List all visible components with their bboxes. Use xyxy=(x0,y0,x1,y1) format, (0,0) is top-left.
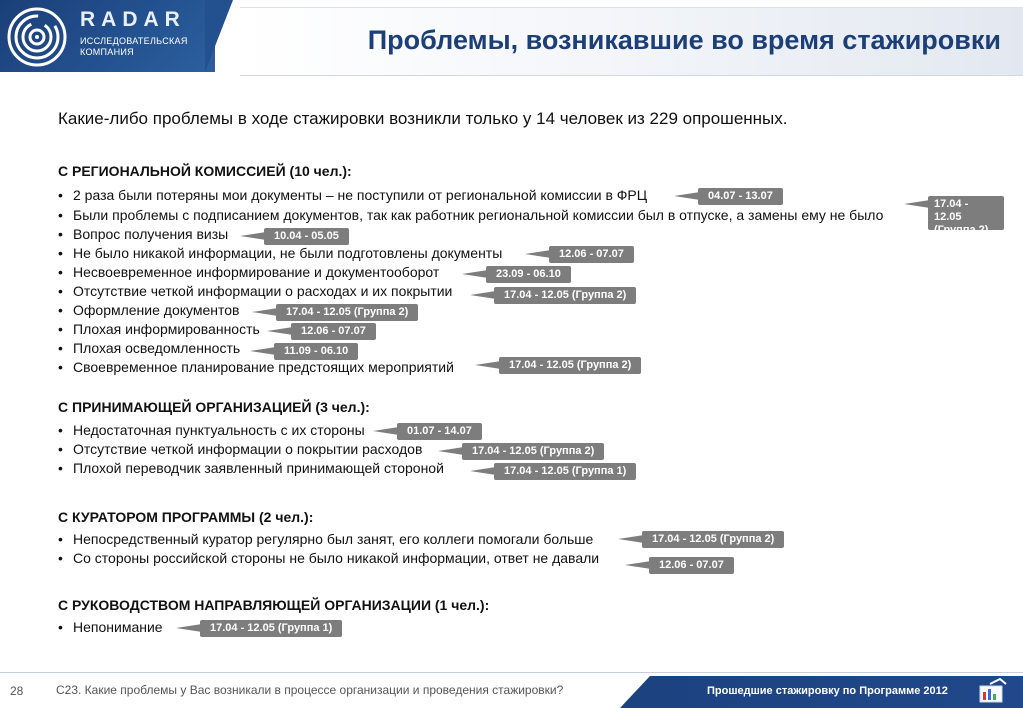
section-heading: С ПРИНИМАЮЩЕЙ ОРГАНИЗАЦИЕЙ (3 чел.): xyxy=(58,399,370,415)
item-text: Не было никакой информации, не были подготовлены документы xyxy=(73,245,503,261)
item-text: Со стороны российской стороны не было никакой информации, ответ не давали xyxy=(73,550,600,566)
footer-band-text: Прошедшие стажировку по Программе 2012 xyxy=(707,685,948,697)
period-tag: 17.04 - 12.05 (Группа 1) xyxy=(494,463,636,480)
page-title: Проблемы, возникавшие во время стажировки xyxy=(367,25,1001,55)
radar-logo-icon xyxy=(6,6,68,68)
item-text: Были проблемы с подписанием документов, так как работник региональной комиссии был в отпуске, а замены ему не было xyxy=(73,207,884,223)
bullet: • xyxy=(58,619,63,635)
section-heading: С РУКОВОДСТВОМ НАПРАВЛЯЮЩЕЙ ОРГАНИЗАЦИИ (1 чел.): xyxy=(58,597,490,613)
bullet: • xyxy=(58,264,63,280)
section-heading: С РЕГИОНАЛЬНОЙ КОМИССИЕЙ (10 чел.): xyxy=(58,163,352,179)
item-text: Отсутствие четкой информации о расходах и их покрытии xyxy=(73,283,453,299)
period-tag: 10.04 - 05.05 xyxy=(264,228,349,245)
period-tag: 17.04 - 12.05 (Группа 2) xyxy=(928,196,1004,230)
period-tag: 12.06 - 07.07 xyxy=(549,246,634,263)
list-item xyxy=(58,549,599,568)
bullet: • xyxy=(58,422,63,438)
list-item xyxy=(58,459,444,478)
list-item xyxy=(58,244,502,263)
list-item xyxy=(58,263,439,282)
list-item xyxy=(58,282,452,301)
list-item xyxy=(58,358,454,377)
header xyxy=(0,0,1023,80)
bullet: • xyxy=(58,207,63,223)
list-item xyxy=(58,618,163,637)
item-text: Вопрос получения визы xyxy=(73,226,229,242)
period-tag: 17.04 - 12.05 (Группа 2) xyxy=(494,287,636,304)
bullet: • xyxy=(58,187,63,203)
bullet: • xyxy=(58,283,63,299)
list-item xyxy=(58,421,365,440)
period-tag: 23.09 - 06.10 xyxy=(486,266,571,283)
period-tag: 17.04 - 12.05 (Группа 2) xyxy=(276,304,418,321)
list-item xyxy=(58,339,240,358)
footer-divider xyxy=(0,672,1023,673)
item-text: Непонимание xyxy=(73,619,163,635)
list-item xyxy=(58,186,647,205)
item-text: Несвоевременное информирование и документооборот xyxy=(73,264,440,280)
bullet: • xyxy=(58,245,63,261)
survey-question: С23. Какие проблемы у Вас возникали в процессе организации и проведения стажировки? xyxy=(56,683,564,697)
period-tag: 17.04 - 12.05 (Группа 2) xyxy=(462,443,604,460)
list-item xyxy=(58,320,260,339)
brand-subtitle: ИССЛЕДОВАТЕЛЬСКАЯ КОМПАНИЯ xyxy=(80,36,188,57)
period-tag: 12.06 - 07.07 xyxy=(649,557,734,574)
logo xyxy=(0,0,215,72)
item-text: Плохая информированность xyxy=(73,321,260,337)
period-tag: 17.04 - 12.05 (Группа 1) xyxy=(200,620,342,637)
section-heading: С КУРАТОРОМ ПРОГРАММЫ (2 чел.): xyxy=(58,509,314,525)
period-tag: 01.07 - 14.07 xyxy=(397,423,482,440)
bullet: • xyxy=(58,340,63,356)
period-tag: 17.04 - 12.05 (Группа 2) xyxy=(499,357,641,374)
item-text: 2 раза были потеряны мои документы – не поступили от региональной комиссии в ФРЦ xyxy=(73,187,648,203)
bullet: • xyxy=(58,302,63,318)
period-tag: 17.04 - 12.05 (Группа 2) xyxy=(642,531,784,548)
intro-text: Какие-либо проблемы в ходе стажировки возникли только у 14 человек из 229 опрошенных. xyxy=(58,109,788,128)
list-item xyxy=(58,206,883,225)
item-text: Непосредственный куратор регулярно был занят, его коллеги помогали больше xyxy=(73,531,594,547)
bullet: • xyxy=(58,550,63,566)
item-text: Недостаточная пунктуальность с их стороны xyxy=(73,422,365,438)
period-tag: 12.06 - 07.07 xyxy=(291,323,376,340)
item-text: Оформление документов xyxy=(73,302,240,318)
bullet: • xyxy=(58,441,63,457)
list-item xyxy=(58,301,240,320)
brand-name: RADAR xyxy=(80,8,186,31)
item-text: Плохой переводчик заявленный принимающей стороной xyxy=(73,460,444,476)
period-tag: 11.09 - 06.10 xyxy=(274,343,358,360)
item-text: Плохая осведомленность xyxy=(73,340,241,356)
period-tag: 04.07 - 13.07 xyxy=(698,188,783,205)
bullet: • xyxy=(58,531,63,547)
program-icon xyxy=(978,678,1008,706)
item-text: Своевременное планирование предстоящих мероприятий xyxy=(73,359,454,375)
list-item xyxy=(58,440,422,459)
list-item xyxy=(58,225,228,244)
list-item xyxy=(58,530,593,549)
item-text: Отсутствие четкой информации о покрытии расходов xyxy=(73,441,423,457)
bullet: • xyxy=(58,321,63,337)
bullet: • xyxy=(58,226,63,242)
page-number: 28 xyxy=(10,684,24,698)
bullet: • xyxy=(58,359,63,375)
bullet: • xyxy=(58,460,63,476)
